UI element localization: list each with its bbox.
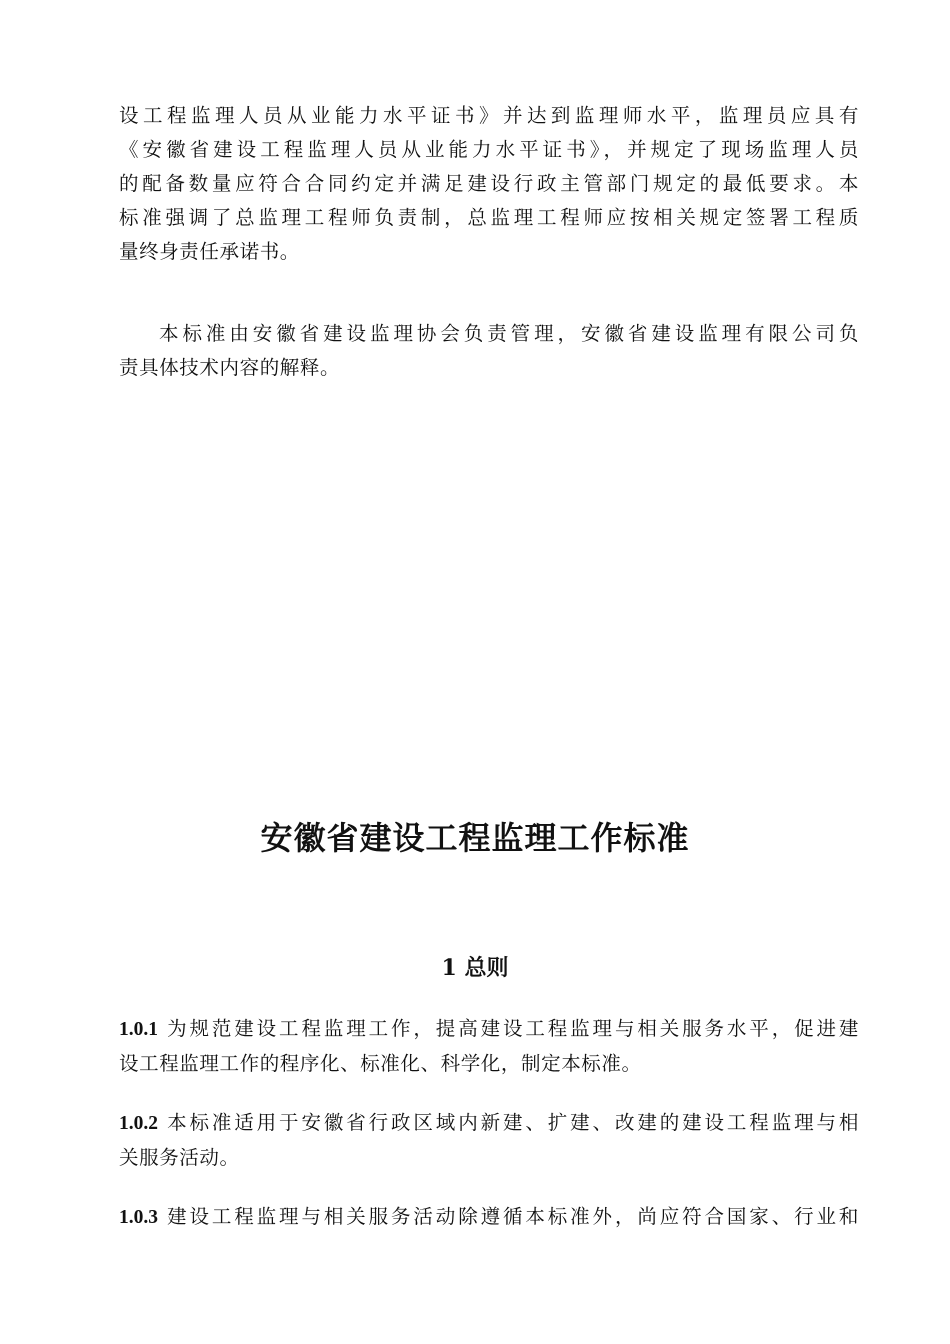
document-title: 安徽省建设工程监理工作标准 [260,819,690,857]
text-line: 设工程监理人员从业能力水平证书》并达到监理师水平，监理员应具有 [119,104,859,127]
clause-text: 建设工程监理与相关服务活动除遵循本标准外，尚应符合国家、行业和 [167,1205,859,1228]
intro-paragraph-1 [119,99,859,269]
clause-1-0-1 [119,1012,859,1081]
text-line: 《安徽省建设工程监理人员从业能力水平证书》，并规定了现场监理人员 [119,138,859,161]
clause-number: 1.0.2 [119,1113,158,1134]
text-line [119,1012,859,1047]
text-line: 责具体技术内容的解释。 [119,356,341,379]
text-line: 的配备数量应符合合同约定并满足建设行政主管部门规定的最低要求。本 [119,172,859,195]
text-line: 设工程监理工作的程序化、标准化、科学化，制定本标准。 [119,1052,642,1075]
intro-paragraph-2 [119,317,859,385]
clause-1-0-3 [119,1200,859,1235]
text-line [119,1106,859,1141]
section-title: 1 总则 [441,955,509,981]
text-line: 本标准由安徽省建设监理协会负责管理，安徽省建设监理有限公司负 [159,322,859,345]
text-line [119,1200,859,1235]
clause-text: 为规范建设工程监理工作，提高建设工程监理与相关服务水平，促进建 [167,1017,859,1040]
text-line: 标准强调了总监理工程师负责制，总监理工程师应按相关规定签署工程质 [119,206,859,229]
clause-number: 1.0.3 [119,1207,158,1228]
text-line: 关服务活动。 [119,1146,240,1169]
clause-number: 1.0.1 [119,1019,158,1040]
clause-text: 本标准适用于安徽省行政区域内新建、扩建、改建的建设工程监理与相 [167,1111,859,1134]
text-line: 量终身责任承诺书。 [119,240,300,263]
clause-1-0-2 [119,1106,859,1175]
